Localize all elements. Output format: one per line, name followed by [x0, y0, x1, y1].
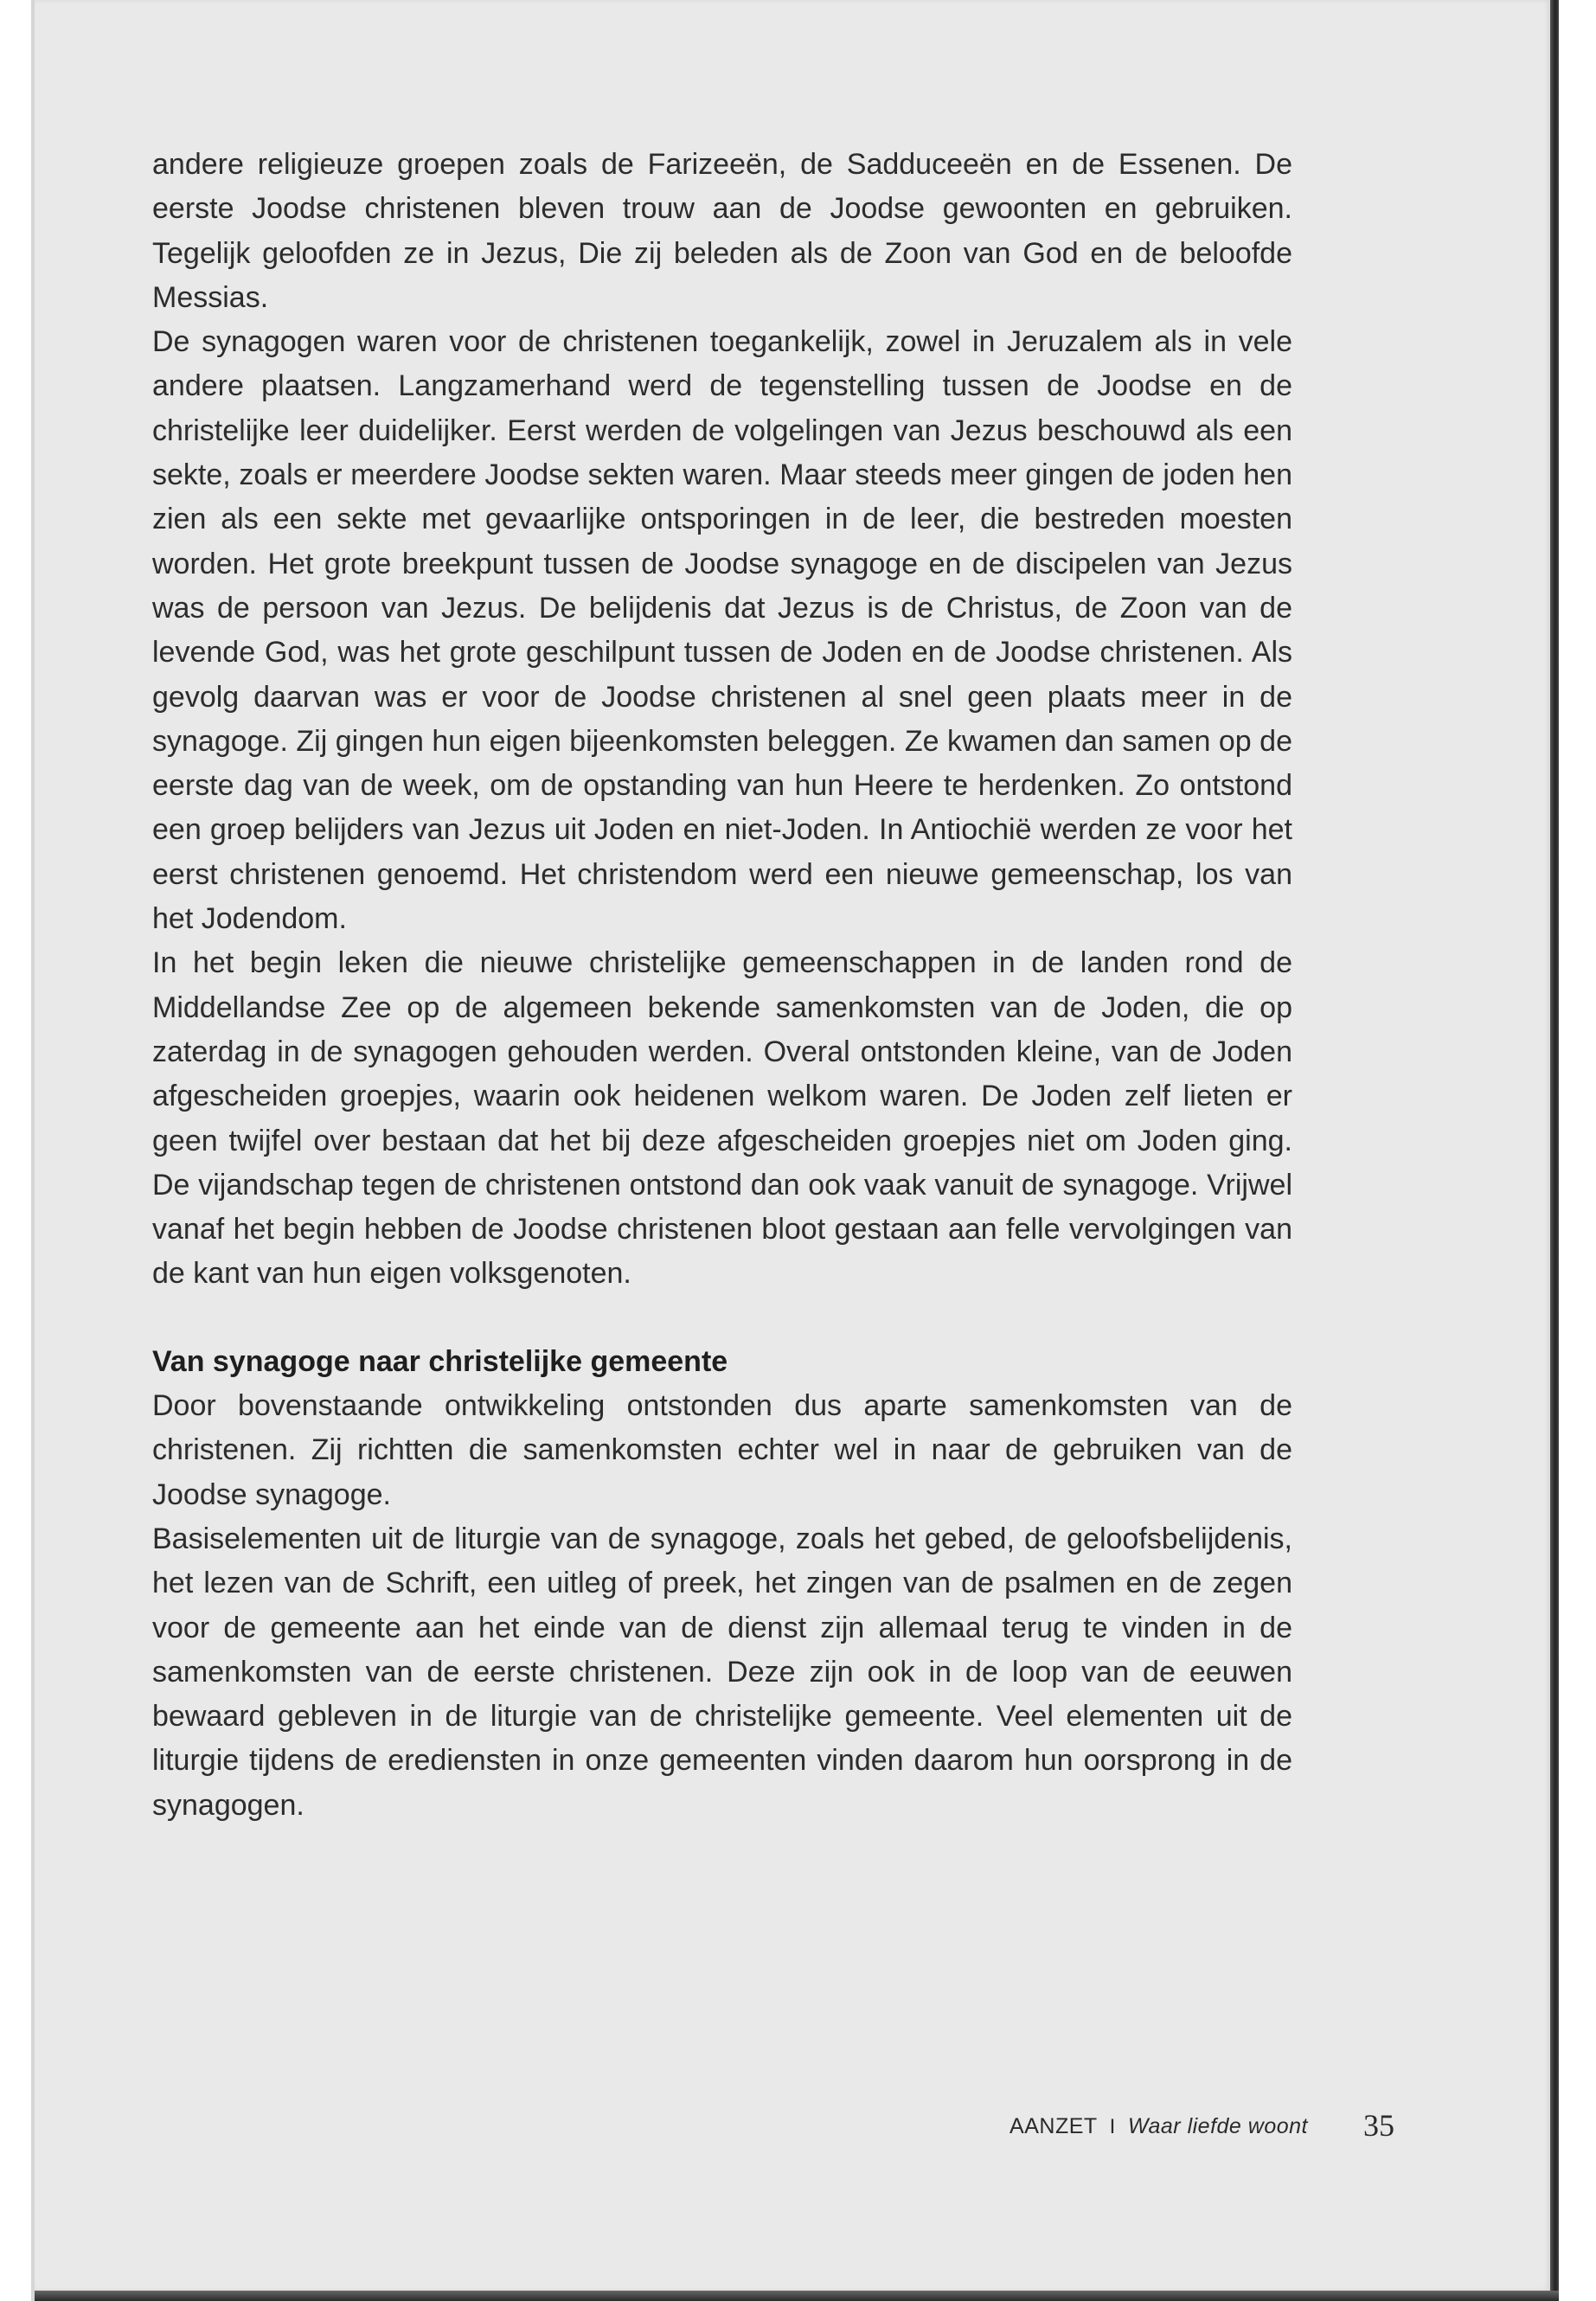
section-paragraph-2: Basiselementen uit de liturgie van de synagoge, zoals het gebed, de geloofsbelijdenis, het lezen van de Schrift, een uitleg of preek, het zingen van de psalmen en de zegen voor de gemeente aan het einde van de dienst zijn allemaal terug te vinden in de samenkomsten van de eerste christenen. Deze zijn ook in de loop van de eeuwen bewaard gebleven in de liturgie van de christelijke gemeente. Veel elementen uit de liturgie tijdens de erediensten in onze gemeenten vinden daarom hun oorsprong in de synagogen.: [152, 1522, 1292, 1822]
paragraph-3: In het begin leken die nieuwe christelijke gemeenschappen in de landen rond de Middellandse Zee op de algemeen bekende samenkomsten van de Joden, die op zaterdag in de synagogen gehouden werden. Overal ontstonden kleine, van de Joden afgescheiden groepjes, waarin ook heidenen welkom waren. De Joden zelf lieten er geen twijfel over bestaan dat het bij deze afgescheiden groepjes niet om Joden ging. De vijandschap tegen de christenen ontstond dan ook vaak vanuit de synagoge. Vrijwel vanaf het begin hebben de Joodse christenen bloot gestaan aan felle vervolgingen van de kant van hun eigen volksgenoten.: [152, 946, 1292, 1291]
page-edge-bottom: [35, 2291, 1559, 2301]
section-heading: Van synagoge naar christelijke gemeente: [152, 1344, 728, 1378]
section-paragraph-1: Door bovenstaande ontwikkeling ontstonden dus aparte samenkomsten van de christenen. Zij richtten die samenkomsten echter wel in naar de gebruiken van de Joodse synagoge.: [152, 1389, 1292, 1511]
page-number: 35: [1363, 2108, 1394, 2143]
footer-series: AANZET: [1010, 2114, 1098, 2138]
paragraph-1: andere religieuze groepen zoals de Farizeeën, de Sadduceeën en de Essenen. De eerste Joodse christenen bleven trouw aan de Joodse gewoonten en gebruiken. Tegelijk geloofden ze in Jezus, Die zij beleden als de Zoon van God en de beloofde Messias.: [152, 148, 1292, 314]
paragraph-2: De synagogen waren voor de christenen toegankelijk, zowel in Jeruzalem als in vele andere plaatsen. Langzamerhand werd de tegenstelling tussen de Joodse en de christelijke leer duidelijker. Eerst werden de volgelingen van Jezus beschouwd als een sekte, zoals er meerdere Joodse sekten waren. Maar steeds meer gingen de joden hen zien als een sekte met gevaarlijke ontsporingen in de leer, die bestreden moesten worden. Het grote breekpunt tussen de Joodse synagoge en de discipelen van Jezus was de persoon van Jezus. De belijdenis dat Jezus is de Christus, de Zoon van de levende God, was het grote geschilpunt tussen de Joden en de Joodse christenen. Als gevolg daarvan was er voor de Joodse christenen al snel geen plaats meer in de synagoge. Zij gingen hun eigen bijeenkomsten beleggen. Ze kwamen dan samen op de eerste dag van de week, om de opstanding van hun Heere te herdenken. Zo ontstond een groep belijders van Jezus uit Joden en niet-Joden. In Antiochië werden ze voor het eerst christenen genoemd. Het christendom werd een nieuwe gemeenschap, los van het Jodendom.: [152, 325, 1292, 936]
page-edge-right: [1550, 0, 1559, 2301]
footer-separator: I: [1109, 2115, 1116, 2138]
page-text: [152, 143, 1292, 1828]
page-footer: [995, 2107, 1401, 2150]
footer-title: Waar liefde woont: [1127, 2114, 1308, 2138]
running-footer: [1010, 2114, 1308, 2139]
